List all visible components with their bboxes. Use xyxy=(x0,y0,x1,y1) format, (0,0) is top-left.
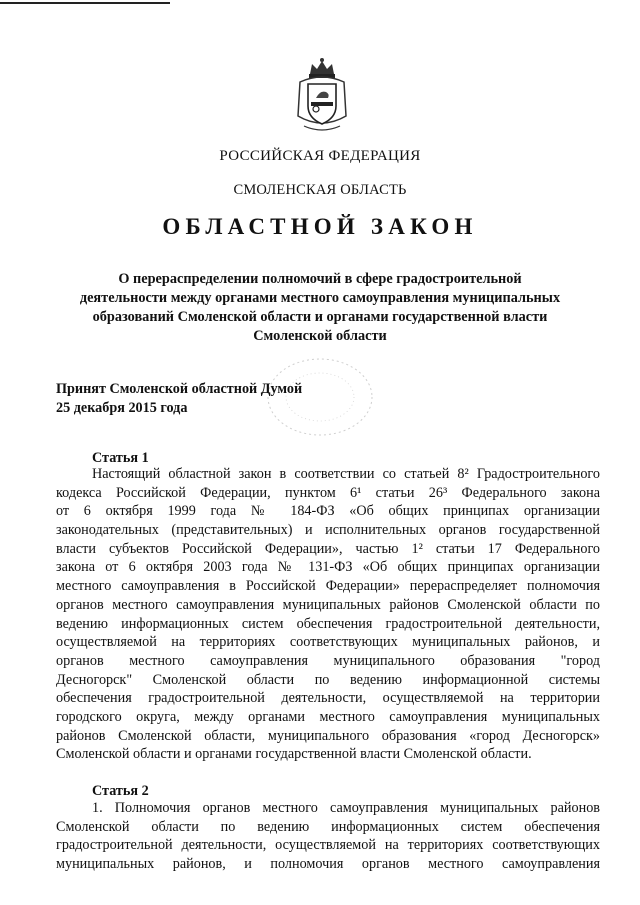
adoption-body: Принят Смоленской областной Думой xyxy=(56,381,303,397)
text-line: Десногорск" Смоленской области по ведению информационной системы xyxy=(56,671,600,688)
article-2-text xyxy=(56,799,600,874)
article-1-heading: Статья 1 xyxy=(92,450,149,466)
text-line: закона от 6 октября 2003 года № 131-ФЗ «Об общих принципах организации xyxy=(56,559,600,576)
country-heading: РОССИЙСКАЯ ФЕДЕРАЦИЯ xyxy=(219,148,421,164)
text-line: ведению информационных систем обеспечения градостроительной деятельности, xyxy=(56,615,600,632)
article-2-heading: Статья 2 xyxy=(92,783,149,799)
text-line: законодательных (представительных) и исполнительных органов государственной xyxy=(56,522,600,539)
scan-edge-line xyxy=(0,2,170,4)
law-title-line: Смоленской области xyxy=(253,328,387,344)
text-line: кодекса Российской Федерации, пунктом 6¹ статьи 26³ Федерального закона xyxy=(56,484,600,501)
text-line: органов местного самоуправления муниципальных районов Смоленской области по xyxy=(56,596,600,613)
text-line: органов местного самоуправления муниципального образования "город xyxy=(56,652,600,669)
text-line: от 6 октября 1999 года № 184-ФЗ «Об общих принципах организации xyxy=(56,503,600,520)
adoption-info xyxy=(56,380,302,418)
text-line: районов Смоленской области, муниципального образования «город Десногорск» xyxy=(56,727,600,744)
law-title-line: О перераспределении полномочий в сфере градостроительной xyxy=(118,271,522,287)
text-line: Смоленской области и органами государственной власти Смоленской области. xyxy=(56,746,532,763)
text-line: местного самоуправления в Российской Федерации» перераспределяет полномочия xyxy=(56,578,600,595)
text-line: градостроительной деятельности, осуществляемой на территориях соответствующих xyxy=(56,837,600,854)
article-1-text xyxy=(56,465,600,764)
law-title xyxy=(60,270,580,346)
text-line: обеспечения градостроительной деятельности, осуществляемой на территории xyxy=(56,690,600,707)
adoption-date: 25 декабря 2015 года xyxy=(56,400,188,416)
region-heading: СМОЛЕНСКАЯ ОБЛАСТЬ xyxy=(233,182,407,198)
law-title-line: деятельности между органами местного самоуправления муниципальных xyxy=(79,290,561,306)
text-line: осуществляемой на территориях соответствующих муниципальных районов, и xyxy=(56,634,600,651)
text-line: муниципальных районов, и полномочия органов местного самоуправления xyxy=(56,856,600,873)
text-line: Настоящий областной закон в соответствии со статьей 8² Градостроительного xyxy=(92,466,600,482)
smolensk-coat-of-arms-icon xyxy=(296,56,348,134)
text-line: Смоленской области по ведению информационных систем обеспечения xyxy=(56,818,600,835)
law-title-line: образований Смоленской области и органами государственной власти xyxy=(92,309,548,325)
text-line: 1. Полномочия органов местного самоуправления муниципальных районов xyxy=(92,800,600,816)
text-line: городского округа, между органами местного самоуправления муниципальных xyxy=(56,708,600,725)
text-line: власти субъектов Российской Федерации», частью 1² статьи 17 Федерального xyxy=(56,540,600,557)
document-type-heading: ОБЛАСТНОЙ ЗАКОН xyxy=(162,214,478,239)
